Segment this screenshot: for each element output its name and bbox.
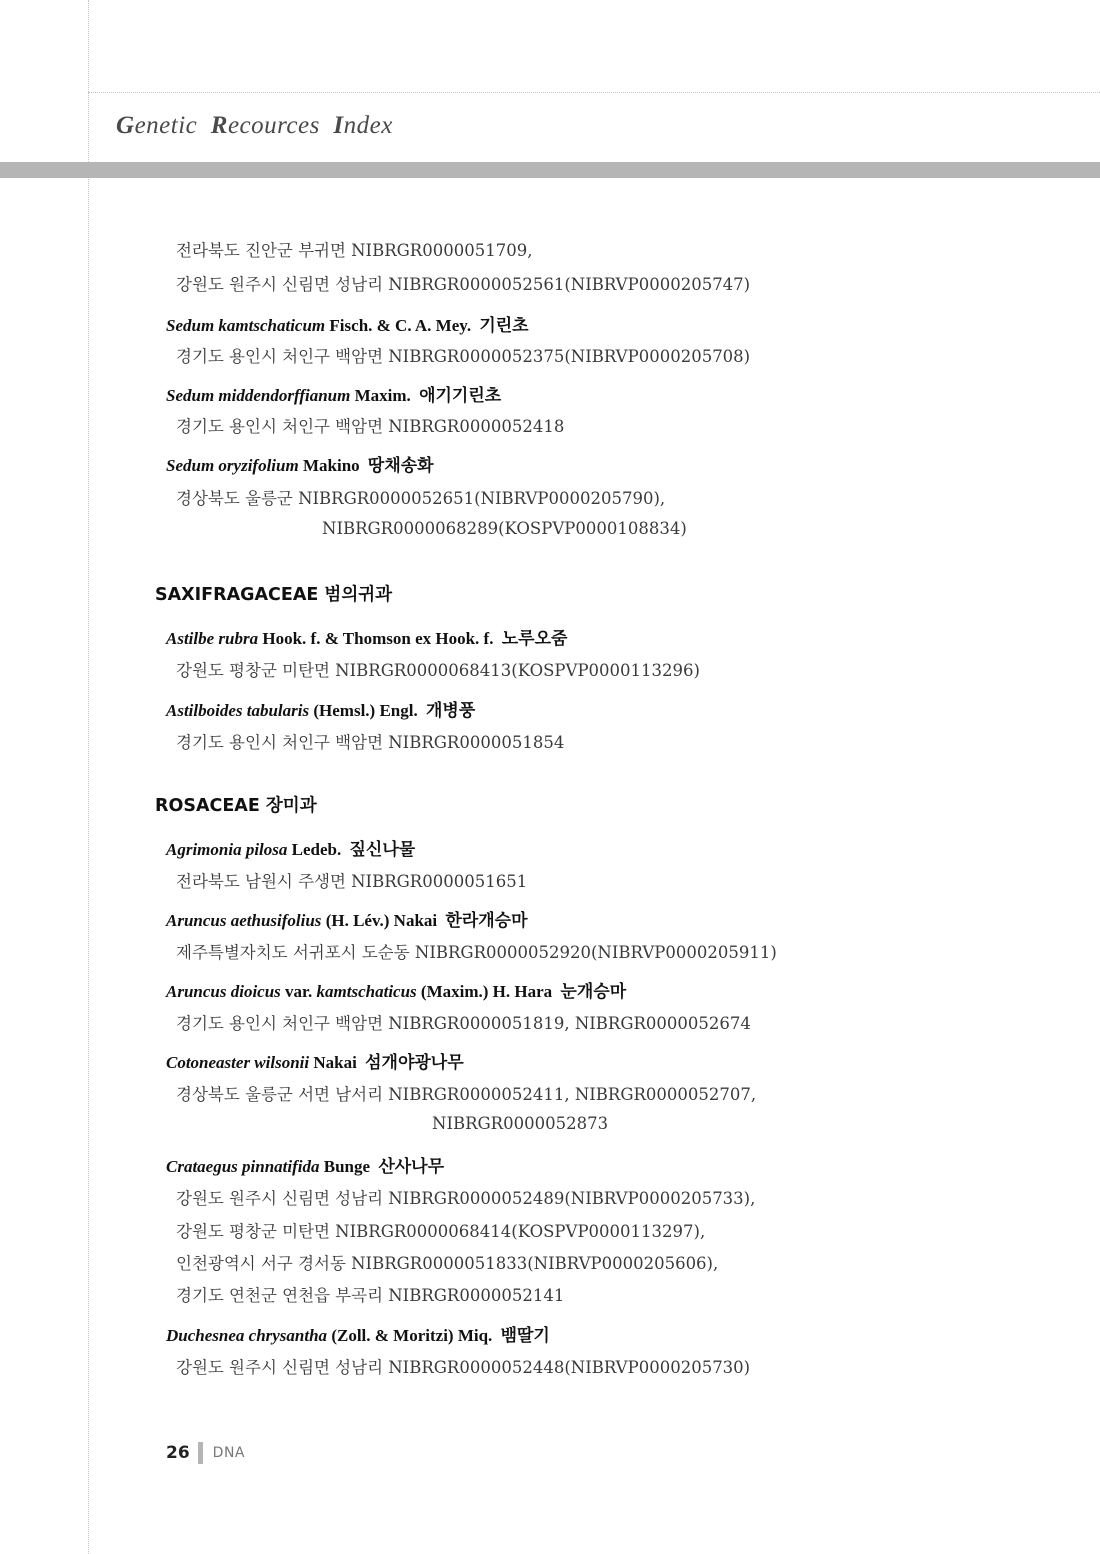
record-line: 강원도 평창군 미탄면 NIBRGR0000068413(KOSPVP0000113296) (176, 661, 700, 680)
family-heading: ROSACEAE 장미과 (155, 796, 317, 816)
family-heading: SAXIFRAGACEAE 범의귀과 (155, 585, 393, 605)
species-heading: Sedum kamtschaticum Fisch. & C. A. Mey. 기린초 (166, 316, 529, 336)
record-line: 인천광역시 서구 경서동 NIBRGR0000051833(NIBRVP0000205606), (176, 1254, 719, 1273)
page-footer (166, 1441, 245, 1465)
species-heading: Astilboides tabularis (Hemsl.) Engl. 개병풍 (166, 701, 476, 721)
species-heading: Cotoneaster wilsonii Nakai 섬개야광나무 (166, 1053, 464, 1073)
record-line: 강원도 평창군 미탄면 NIBRGR0000068414(KOSPVP0000113297), (176, 1222, 706, 1241)
record-line: 경기도 용인시 처인구 백암면 NIBRGR0000051819, NIBRGR0000052674 (176, 1014, 751, 1033)
species-heading: Sedum oryzifolium Makino 땅채송화 (166, 456, 434, 476)
record-line: NIBRGR0000068289(KOSPVP0000108834) (322, 519, 687, 538)
record-line: 강원도 원주시 신림면 성남리 NIBRGR0000052448(NIBRVP0000205730) (176, 1358, 751, 1377)
species-heading: Aruncus dioicus var. kamtschaticus (Maxim.) H. Hara 눈개승마 (166, 982, 627, 1002)
record-line: 경기도 용인시 처인구 백암면 NIBRGR0000051854 (176, 733, 565, 752)
header-bar (0, 162, 1100, 178)
record-line: 경기도 용인시 처인구 백암면 NIBRGR0000052375(NIBRVP0000205708) (176, 347, 751, 366)
running-header: Genetic Recources Index (116, 112, 393, 139)
record-line: 제주특별자치도 서귀포시 도순동 NIBRGR0000052920(NIBRVP0000205911) (176, 943, 777, 962)
page-number: 26 (166, 1443, 190, 1463)
species-heading: Crataegus pinnatifida Bunge 산사나무 (166, 1157, 445, 1177)
record-line: NIBRGR0000052873 (432, 1114, 609, 1133)
record-line: 전라북도 진안군 부귀면 NIBRGR0000051709, (176, 241, 533, 260)
record-line: 강원도 원주시 신림면 성남리 NIBRGR0000052561(NIBRVP0000205747) (176, 275, 751, 294)
record-line: 경기도 용인시 처인구 백암면 NIBRGR0000052418 (176, 417, 565, 436)
record-line: 전라북도 남원시 주생면 NIBRGR0000051651 (176, 872, 528, 891)
footer-label: DNA (212, 1445, 246, 1461)
record-line: 강원도 원주시 신림면 성남리 NIBRGR0000052489(NIBRVP0000205733), (176, 1189, 756, 1208)
record-line: 경기도 연천군 연천읍 부곡리 NIBRGR0000052141 (176, 1286, 565, 1305)
record-line: 경상북도 울릉군 NIBRGR0000052651(NIBRVP0000205790), (176, 489, 666, 508)
species-heading: Astilbe rubra Hook. f. & Thomson ex Hook. f. 노루오줌 (166, 629, 568, 649)
species-heading: Agrimonia pilosa Ledeb. 짚신나물 (166, 840, 416, 860)
header-rule (88, 92, 1100, 93)
record-line: 경상북도 울릉군 서면 남서리 NIBRGR0000052411, NIBRGR0000052707, (176, 1085, 757, 1104)
species-heading: Aruncus aethusifolius (H. Lév.) Nakai 한라개승마 (166, 911, 528, 931)
species-heading: Duchesnea chrysantha (Zoll. & Moritzi) Miq. 뱀딸기 (166, 1326, 550, 1346)
page-margin-line (88, 0, 89, 1554)
species-heading: Sedum middendorffianum Maxim. 애기기린초 (166, 386, 502, 406)
footer-divider (198, 1442, 203, 1464)
